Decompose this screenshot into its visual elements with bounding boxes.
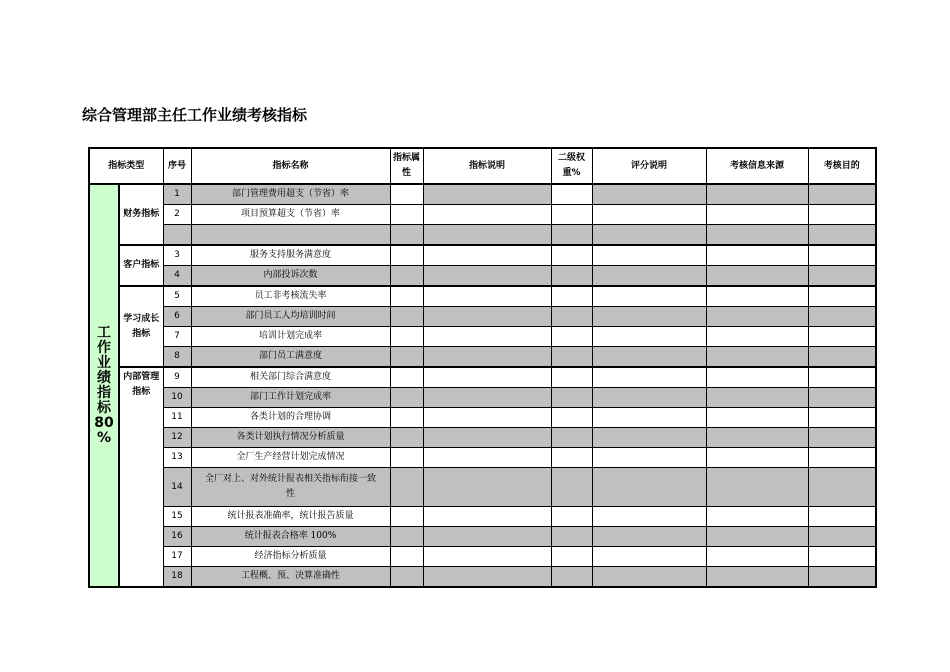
row-name: 培训计划完成率 (191, 327, 390, 347)
row-name: 内部投诉次数 (191, 266, 390, 287)
table-row (89, 205, 876, 225)
table-row (89, 266, 876, 287)
row-name: 工程概、预、决算准确性 (191, 567, 390, 588)
table-row (89, 468, 876, 507)
row-seq: 9 (163, 367, 191, 388)
row-name: 各类计划的合理协调 (191, 408, 390, 428)
header-attr: 指标属性 (390, 148, 423, 184)
header-name: 指标名称 (191, 148, 390, 184)
row-seq: 7 (163, 327, 191, 347)
row-seq: 2 (163, 205, 191, 225)
row-name: 部门管理费用超支（节省）率 (191, 184, 390, 205)
row-name: 全厂生产经营计划完成情况 (191, 448, 390, 468)
row-name: 部门工作计划完成率 (191, 388, 390, 408)
row-name: 统计报表准确率，统计报告质量 (191, 507, 390, 527)
row-seq: 10 (163, 388, 191, 408)
header-seq: 序号 (163, 148, 191, 184)
page-title: 综合管理部主任工作业绩考核指标 (82, 106, 308, 124)
table-row (89, 286, 876, 307)
table-row (89, 527, 876, 547)
header-desc: 指标说明 (423, 148, 551, 184)
main-category-char: 绩 (97, 369, 111, 386)
table-row (89, 225, 876, 246)
row-seq: 3 (163, 245, 191, 266)
table-row (89, 408, 876, 428)
table-row (89, 367, 876, 388)
main-category-char: 80 (94, 414, 114, 431)
main-category-char: 标 (97, 399, 111, 416)
table-row (89, 245, 876, 266)
row-seq (163, 225, 191, 246)
row-seq: 18 (163, 567, 191, 588)
table-row (89, 347, 876, 368)
row-seq: 6 (163, 307, 191, 327)
table-row (89, 507, 876, 527)
row-name: 服务支持服务满意度 (191, 245, 390, 266)
table-row (89, 184, 876, 205)
row-seq: 11 (163, 408, 191, 428)
header-weight: 二级权重% (551, 148, 592, 184)
header-row (89, 148, 876, 184)
main-category-char: 工 (97, 324, 111, 341)
table-row (89, 307, 876, 327)
header-purpose: 考核目的 (808, 148, 876, 184)
header-source: 考核信息来源 (706, 148, 808, 184)
table-row (89, 547, 876, 567)
header-category: 指标类型 (89, 148, 163, 184)
group-learning: 学习成长指标 (119, 286, 163, 367)
row-name (191, 225, 390, 246)
row-seq: 14 (163, 468, 191, 507)
header-scoring: 评分说明 (592, 148, 706, 184)
row-seq: 17 (163, 547, 191, 567)
main-category-cell (89, 184, 119, 587)
row-seq: 8 (163, 347, 191, 368)
row-seq: 12 (163, 428, 191, 448)
row-name: 员工非考核流失率 (191, 286, 390, 307)
row-seq: 5 (163, 286, 191, 307)
row-seq: 4 (163, 266, 191, 287)
group-customer: 客户指标 (119, 245, 163, 286)
table-row (89, 388, 876, 408)
main-category-char: 业 (97, 354, 111, 371)
main-category-char: % (96, 429, 112, 446)
row-seq: 1 (163, 184, 191, 205)
row-name: 项目预算超支（节省）率 (191, 205, 390, 225)
kpi-table (88, 147, 877, 588)
row-name: 经济指标分析质量 (191, 547, 390, 567)
group-internal: 内部管理指标 (119, 367, 163, 587)
row-seq: 16 (163, 527, 191, 547)
table-row (89, 448, 876, 468)
row-seq: 15 (163, 507, 191, 527)
row-name: 部门员工人均培训时间 (191, 307, 390, 327)
table-row (89, 327, 876, 347)
row-seq: 13 (163, 448, 191, 468)
main-category-char: 作 (97, 339, 111, 356)
table-row (89, 567, 876, 588)
row-name: 部门员工满意度 (191, 347, 390, 368)
group-finance: 财务指标 (119, 184, 163, 245)
main-category-char: 指 (97, 384, 111, 401)
row-name: 各类计划执行情况分析质量 (191, 428, 390, 448)
row-name: 相关部门综合满意度 (191, 367, 390, 388)
table-row (89, 428, 876, 448)
row-name: 全厂对上、对外统计报表相关指标衔接一致性 (191, 468, 390, 507)
row-name: 统计报表合格率 100% (191, 527, 390, 547)
